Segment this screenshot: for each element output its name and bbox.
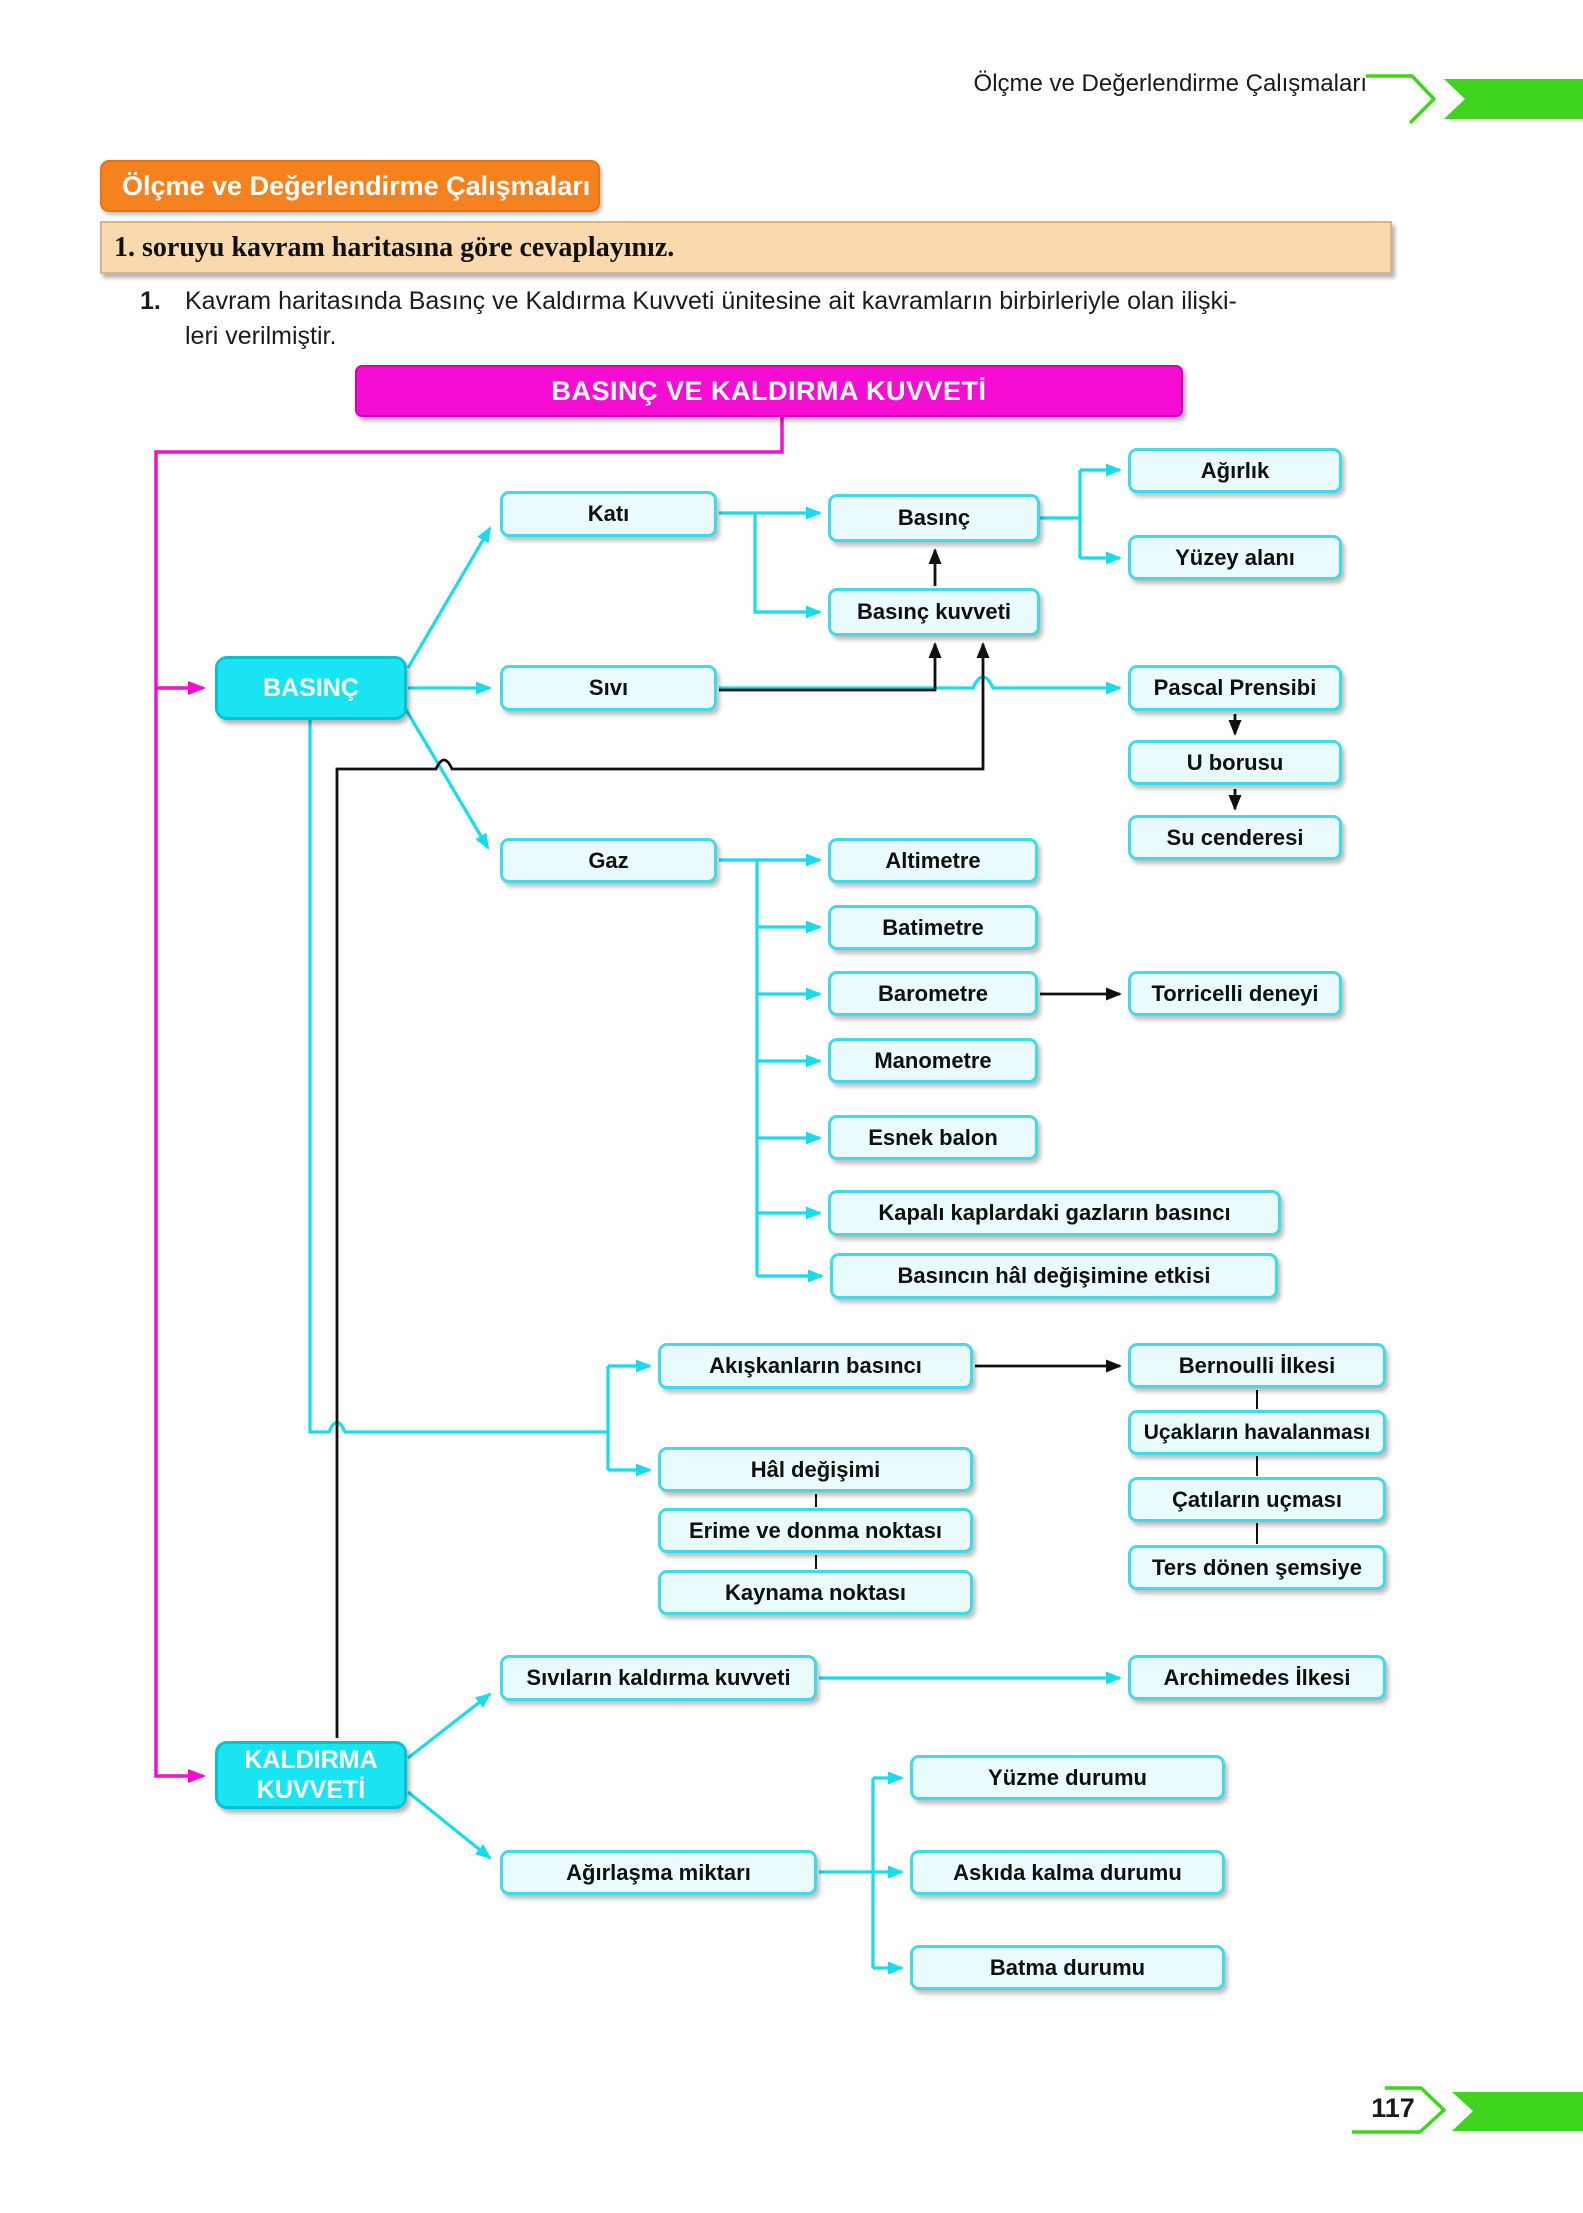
breadcrumb: Ölçme ve Değerlendirme Çalışmaları: [973, 70, 1367, 97]
section-banner-label: Ölçme ve Değerlendirme Çalışmaları: [122, 170, 591, 201]
node-su-cenderesi: Su cenderesi: [1128, 815, 1342, 860]
node-u-borusu: U borusu: [1128, 740, 1342, 785]
node-bernoulli-ilkesi: Bernoulli İlkesi: [1128, 1343, 1386, 1388]
node-gaz: Gaz: [500, 838, 717, 883]
node-catilarin-ucmasi: Çatıların uçması: [1128, 1477, 1386, 1522]
node-altimetre: Altimetre: [828, 838, 1038, 883]
node-torricelli-deneyi: Torricelli deneyi: [1128, 971, 1342, 1016]
node-basincin-hal-degisimine-etkisi: Basıncın hâl değişimine etkisi: [830, 1253, 1278, 1299]
node-ters-donen-semsiye: Ters dönen şemsiye: [1128, 1545, 1386, 1590]
node-kaldirma-kuvveti-hub: KALDIRMA KUVVETİ: [215, 1741, 407, 1809]
node-akiskanlarin-basinci: Akışkanların basıncı: [658, 1343, 973, 1389]
black-connectors: [337, 550, 1257, 1738]
node-yuzey-alani: Yüzey alanı: [1128, 535, 1342, 580]
node-agirlasma-miktari: Ağırlaşma miktarı: [500, 1850, 817, 1895]
node-kati: Katı: [500, 491, 717, 537]
question-line-2: leri verilmiştir.: [185, 322, 337, 350]
green-header-decoration: [1366, 76, 1583, 123]
node-batimetre: Batimetre: [828, 905, 1038, 950]
concept-map-title: BASINÇ VE KALDIRMA KUVVETİ: [355, 365, 1183, 417]
node-kaynama-noktasi: Kaynama noktası: [658, 1570, 973, 1615]
node-basinc: Basınç: [828, 494, 1040, 542]
section-banner: [100, 160, 600, 212]
question-text: [140, 284, 1400, 354]
node-barometre: Barometre: [828, 971, 1038, 1016]
node-kapali-kaplardaki-gazlarin-basinci: Kapalı kaplardaki gazların basıncı: [828, 1190, 1281, 1236]
node-basinc-hub: BASINÇ: [215, 656, 407, 720]
instruction-banner-label: 1. soruyu kavram haritasına göre cevaplayınız.: [114, 231, 675, 263]
node-batma-durumu: Batma durumu: [910, 1945, 1225, 1990]
node-agirlik: Ağırlık: [1128, 448, 1342, 493]
node-yuzme-durumu: Yüzme durumu: [910, 1755, 1225, 1800]
node-erime-ve-donma-noktasi: Erime ve donma noktası: [658, 1508, 973, 1553]
node-basinc-kuvveti: Basınç kuvveti: [828, 588, 1040, 636]
page-number: 117: [1371, 2093, 1415, 2123]
node-esnek-balon: Esnek balon: [828, 1115, 1038, 1160]
node-hal-degisimi: Hâl değişimi: [658, 1447, 973, 1492]
instruction-banner: [100, 221, 1392, 274]
node-askida-kalma-durumu: Askıda kalma durumu: [910, 1850, 1225, 1895]
node-ucaklarin-havalanmasi: Uçakların havalanması: [1128, 1410, 1386, 1455]
question-number: 1.: [140, 287, 161, 315]
node-sivilarin-kaldirma-kuvveti: Sıvıların kaldırma kuvveti: [500, 1655, 817, 1701]
node-archimedes-ilkesi: Archimedes İlkesi: [1128, 1655, 1386, 1700]
node-sivi: Sıvı: [500, 665, 717, 711]
question-line-1: Kavram haritasında Basınç ve Kaldırma Kuvveti ünitesine ait kavramların birbirleriyle olan ilişki-: [185, 287, 1237, 315]
node-manometre: Manometre: [828, 1038, 1038, 1083]
node-pascal-prensibi: Pascal Prensibi: [1128, 665, 1342, 711]
